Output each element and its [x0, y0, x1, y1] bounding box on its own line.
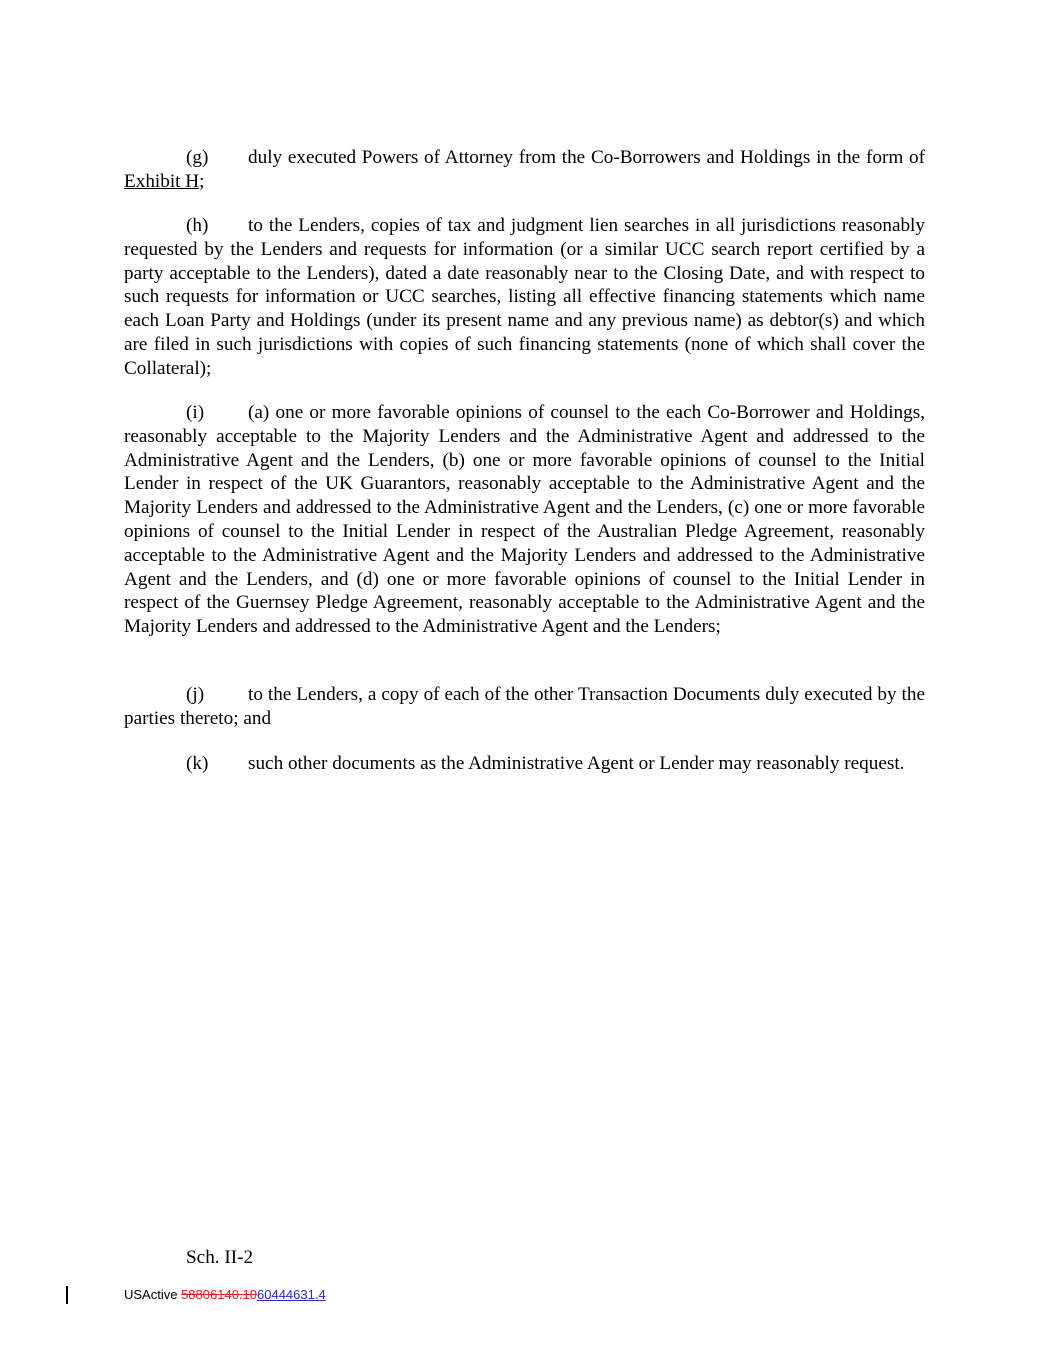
paragraph-label: (g) — [186, 147, 209, 168]
paragraph-label: (h) — [186, 215, 209, 236]
paragraph-k — [124, 752, 925, 776]
paragraph-j — [124, 683, 925, 731]
paragraph-label: (k) — [186, 753, 209, 774]
paragraph-i — [124, 401, 925, 639]
paragraph-text: to the Lenders, a copy of each of the other Transaction Documents duly executed by the parties thereto; and — [124, 684, 925, 729]
paragraph-label: (i) — [186, 402, 205, 423]
paragraph-h — [124, 214, 925, 381]
doc-id-deleted: 58806140.10 — [181, 1287, 257, 1302]
document-id — [124, 1287, 326, 1303]
paragraph-text: such other documents as the Administrative Agent or Lender may reasonably request. — [248, 753, 905, 774]
doc-id-inserted: 60444631.4 — [257, 1287, 326, 1302]
paragraph-label: (j) — [186, 684, 205, 705]
paragraph-text-end: ; — [199, 170, 205, 192]
change-bar — [66, 1286, 68, 1304]
paragraph-text: (a) one or more favorable opinions of counsel to the each Co-Borrower and Holdings, reasonably acceptable to the Majority Lenders and the Administrative Agent and addressed to the Administrative Agent and the Lenders, (b) one or more favorable opinions of counsel to the Initial Lender in respect of the UK Guarantors, reasonably acceptable to the Administrative Agent and the Majority Lenders and addressed to the Administrative Agent and the Lenders, (c) one or more favorable opinions of counsel to the Initial Lender in respect of the Australian Pledge Agreement, reasonably acceptable to the Administrative Agent and the Majority Lenders and addressed to the Administrative Agent and the Lenders, and (d) one or more favorable opinions of counsel to the Initial Lender in respect of the Guernsey Pledge Agreement, reasonably acceptable to the Administrative Agent and the Majority Lenders and addressed to the Administrative Agent and the Lenders; — [124, 402, 925, 638]
doc-id-prefix: USActive — [124, 1287, 182, 1302]
exhibit-h-link[interactable]: Exhibit H — [124, 170, 200, 192]
paragraph-text: to the Lenders, copies of tax and judgment lien searches in all jurisdictions reasonably requested by the Lenders and requests for information (or a similar UCC search report certified by a party acceptable to the Lenders), dated a date reasonably near to the Closing Date, and with respect to such requests for information or UCC searches, listing all effective financing statements which name each Loan Party and Holdings (under its present name and any previous name) as debtor(s) and which are filed in such jurisdictions with copies of such financing statements (none of which shall cover the Collateral); — [124, 215, 925, 379]
paragraph-g — [124, 146, 925, 194]
page-number: Sch. II-2 — [186, 1247, 254, 1268]
paragraph-text: duly executed Powers of Attorney from the Co-Borrowers and Holdings in the form of — [248, 147, 925, 168]
